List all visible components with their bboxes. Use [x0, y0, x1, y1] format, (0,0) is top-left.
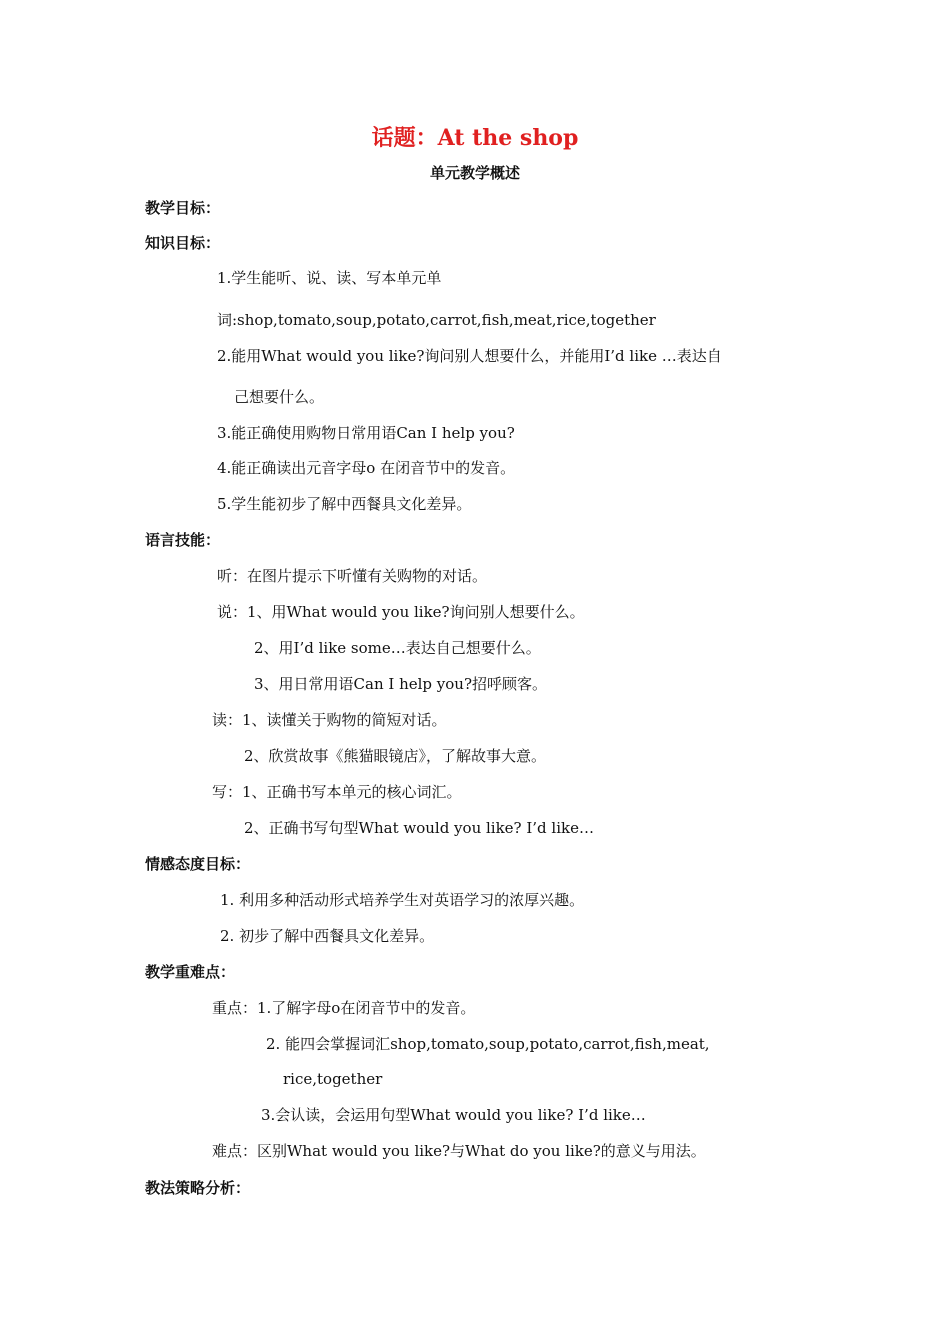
- key-point-item: 难点：区别What would you like?与What do you like?的意义与用法。: [212, 1142, 706, 1160]
- attitude-item: 1. 利用多种活动形式培养学生对英语学习的浓厚兴趣。: [220, 891, 585, 909]
- key-point-item: 3.会认读，会运用句型What would you like? I’d like…: [261, 1106, 646, 1124]
- skill-item: 3、用日常用语Can I help you?招呼顾客。: [254, 675, 547, 693]
- skill-item: 2、正确书写句型What would you like? I’d like…: [244, 819, 594, 837]
- page-title: 话题：At the shop: [371, 125, 579, 151]
- heading-language-skills: 语言技能：: [145, 531, 221, 549]
- skill-item: 读：1、读懂关于购物的简短对话。: [212, 711, 447, 729]
- heading-knowledge-goals: 知识目标：: [145, 234, 221, 252]
- skill-item: 2、用I’d like some…表达自己想要什么。: [254, 639, 541, 657]
- skill-item: 写：1、正确书写本单元的核心词汇。: [212, 783, 462, 801]
- knowledge-item: 3.能正确使用购物日常用语Can I help you?: [217, 424, 515, 442]
- heading-teaching-goals: 教学目标：: [145, 199, 221, 217]
- page-subtitle: 单元教学概述: [429, 164, 520, 182]
- knowledge-item: 5.学生能初步了解中西餐具文化差异。: [217, 495, 472, 513]
- heading-key-points: 教学重难点：: [145, 963, 236, 981]
- skill-item: 听：在图片提示下听懂有关购物的对话。: [217, 567, 488, 585]
- key-point-item: 2. 能四会掌握词汇shop,tomato,soup,potato,carrot,fish,meat,: [266, 1035, 710, 1053]
- skill-item: 说：1、用What would you like?询问别人想要什么。: [217, 603, 585, 621]
- knowledge-item: 4.能正确读出元音字母o 在闭音节中的发音。: [217, 459, 516, 477]
- knowledge-item: 词:shop,tomato,soup,potato,carrot,fish,meat,rice,together: [217, 311, 656, 329]
- skill-item: 2、欣赏故事《熊猫眼镜店》，了解故事大意。: [244, 747, 547, 765]
- knowledge-item: 1.学生能听、说、读、写本单元单: [217, 269, 442, 287]
- knowledge-item: 2.能用What would you like?询问别人想要什么，并能用I’d like …表达自: [217, 347, 722, 365]
- heading-attitude-goals: 情感态度目标：: [145, 855, 251, 873]
- attitude-item: 2. 初步了解中西餐具文化差异。: [220, 927, 435, 945]
- key-point-item: 重点：1.了解字母o在闭音节中的发音。: [212, 999, 476, 1017]
- key-point-item: rice,together: [283, 1070, 383, 1088]
- knowledge-item: 己想要什么。: [234, 388, 325, 406]
- heading-strategy: 教法策略分析：: [145, 1179, 251, 1197]
